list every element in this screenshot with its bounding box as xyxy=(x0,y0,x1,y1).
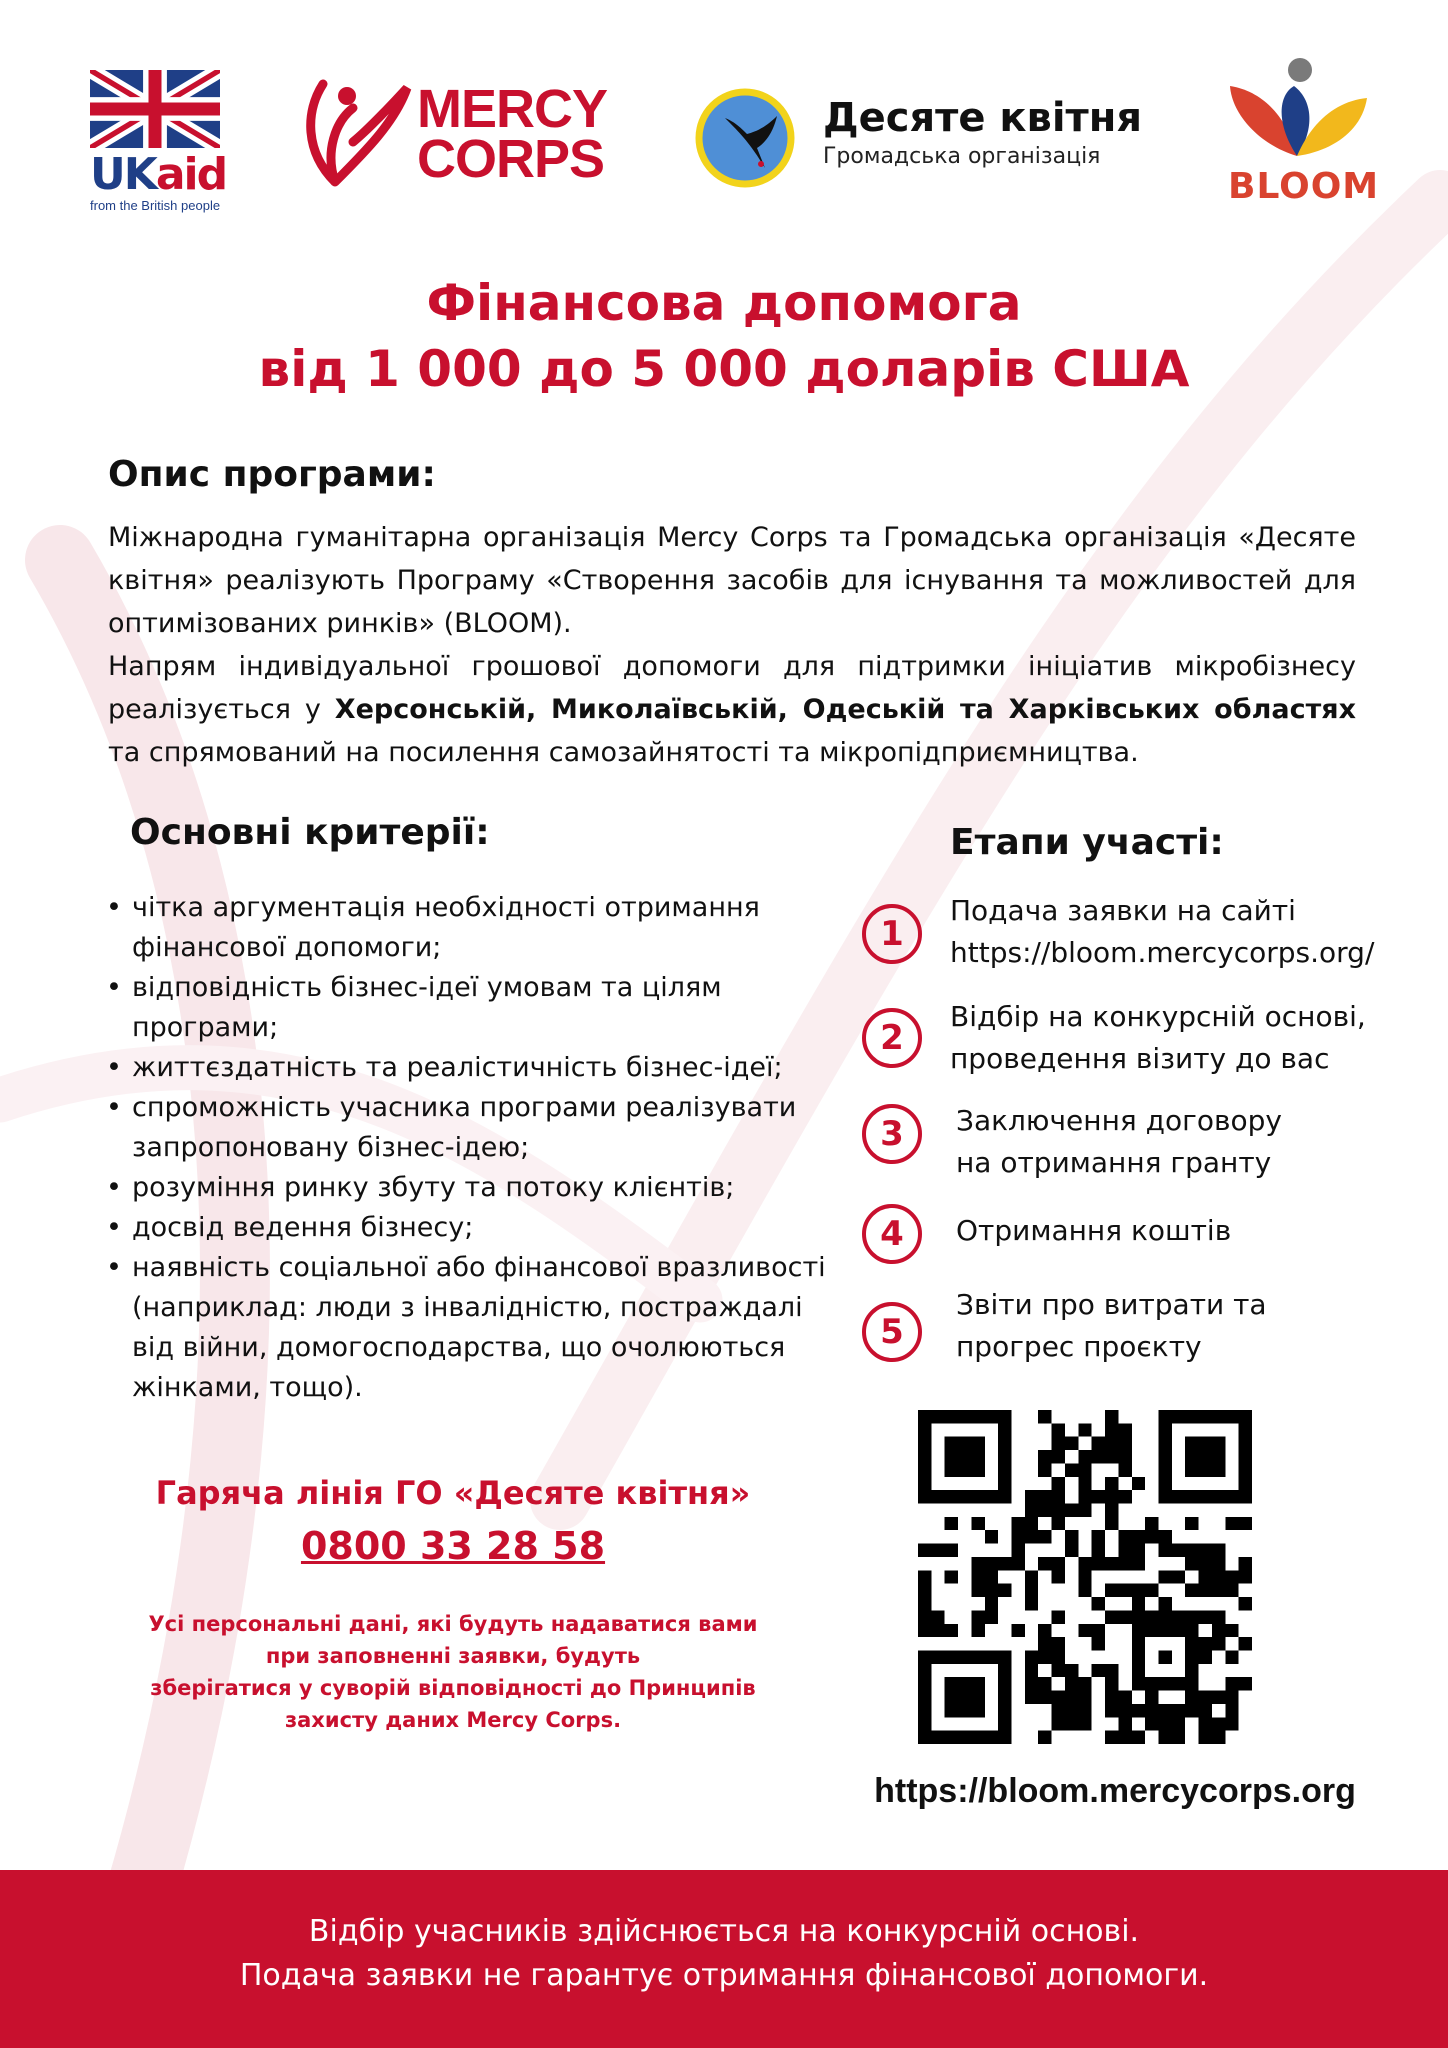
hotline-phone[interactable]: 0800 33 28 58 xyxy=(300,1524,606,1568)
stage-3 xyxy=(862,1100,1422,1190)
ukaid-tagline: from the British people xyxy=(90,198,221,213)
desyate-kvitnya-title: Десяте квітня xyxy=(823,95,1143,141)
stage-number: 3 xyxy=(862,1104,922,1164)
criteria-item: • наявність соціальної або фінансової вразливості (наприклад: люди з інвалідністю, постраждалі від війни, домогосподарства, що очолюються жінками, тощо). xyxy=(104,1248,834,1408)
swallow-emblem-icon xyxy=(695,88,795,188)
bloom-wordmark: BLOOM xyxy=(1228,166,1380,207)
stage-number: 1 xyxy=(862,904,922,964)
regions-text: Херсонській, Миколаївській, Одеській та Харківських областях xyxy=(334,694,1356,725)
bloom-flower-icon xyxy=(1222,56,1372,166)
description-paragraph-1: Міжнародна гуманітарна організація Mercy Corps та Громадська організація «Десяте квітня» реалізують Програму «Створення засобів для існування та можливостей для оптимізованих ринків» (BLOOM). xyxy=(108,522,1356,639)
criteria-item: • спроможність учасника програми реалізувати запропоновану бізнес-ідею; xyxy=(104,1088,834,1168)
stage-text: Відбір на конкурсній основі, проведення візиту до вас xyxy=(950,1000,1366,1075)
desyate-kvitnya-logo xyxy=(695,86,1175,196)
bloom-logo xyxy=(1222,56,1382,206)
page-title xyxy=(0,270,1448,402)
stage-2 xyxy=(862,996,1422,1086)
ukaid-wordmark: UKaid xyxy=(90,149,227,200)
description-heading: Опис програми: xyxy=(108,454,436,495)
stage-number: 2 xyxy=(862,1008,922,1068)
stage-text: Заключення договору на отримання гранту xyxy=(956,1104,1282,1179)
mercy-corps-figure-icon xyxy=(295,72,415,192)
criteria-item: • відповідність бізнес-ідеї умовам та цілям програми; xyxy=(104,968,834,1048)
stage-number: 5 xyxy=(862,1302,922,1362)
stage-4 xyxy=(862,1204,1422,1294)
title-line-1: Фінансова допомога xyxy=(426,274,1022,332)
footer-line-2: Подача заявки не гарантує отримання фінансової допомоги. xyxy=(239,1958,1209,1993)
hotline-label: Гаряча лінія ГО «Десяте квітня» xyxy=(155,1474,751,1512)
criteria-item: • розуміння ринку збуту та потоку клієнтів; xyxy=(104,1168,834,1208)
mercy-corps-logo xyxy=(295,72,625,197)
footer-line-1: Відбір учасників здійснюється на конкурсній основі. xyxy=(308,1914,1140,1949)
description-paragraph-2: Напрям індивідуальної грошової допомоги для підтримки ініціатив мікробізнесу реалізується у Херсонській, Миколаївській, Одеській та Харківських областях та спрямований на посилення самозайнятості та мікропідприємництва. xyxy=(108,651,1356,768)
qr-code-icon[interactable] xyxy=(918,1410,1252,1744)
desyate-kvitnya-subtitle: Громадська організація xyxy=(823,144,1101,169)
footer-banner xyxy=(0,1870,1448,2048)
qr-url-text[interactable]: https://bloom.mercycorps.org xyxy=(874,1772,1356,1810)
description-text xyxy=(108,516,1356,774)
criteria-item: • досвід ведення бізнесу; xyxy=(104,1208,834,1248)
ukaid-logo xyxy=(90,70,225,215)
stage-1 xyxy=(862,890,1422,980)
stage-number: 4 xyxy=(862,1204,922,1264)
stage-text: Подача заявки на сайті https://bloom.mercycorps.org/ xyxy=(950,894,1375,969)
union-jack-icon xyxy=(90,70,220,148)
criteria-list xyxy=(104,888,834,1408)
criteria-heading: Основні критерії: xyxy=(130,812,490,853)
criteria-item: • життєздатність та реалістичність бізнес-ідеї; xyxy=(104,1048,834,1088)
criteria-item: • чітка аргументація необхідності отримання фінансової допомоги; xyxy=(104,888,834,968)
stages-heading: Етапи участі: xyxy=(950,822,1224,863)
stage-5 xyxy=(862,1284,1422,1374)
stage-text: Отримання коштів xyxy=(956,1214,1232,1247)
mercy-corps-wordmark: MERCY CORPS xyxy=(417,79,608,189)
stage-text: Звіти про витрати та прогрес проєкту xyxy=(956,1288,1267,1363)
privacy-note: Усі персональні дані, які будуть надаватися вами при заповненні заявки, будуть зберігатися у суворій відповідності до Принципів захисту даних Mercy Corps. xyxy=(148,1612,758,1732)
title-line-2: від 1 000 до 5 000 доларів США xyxy=(258,340,1190,398)
